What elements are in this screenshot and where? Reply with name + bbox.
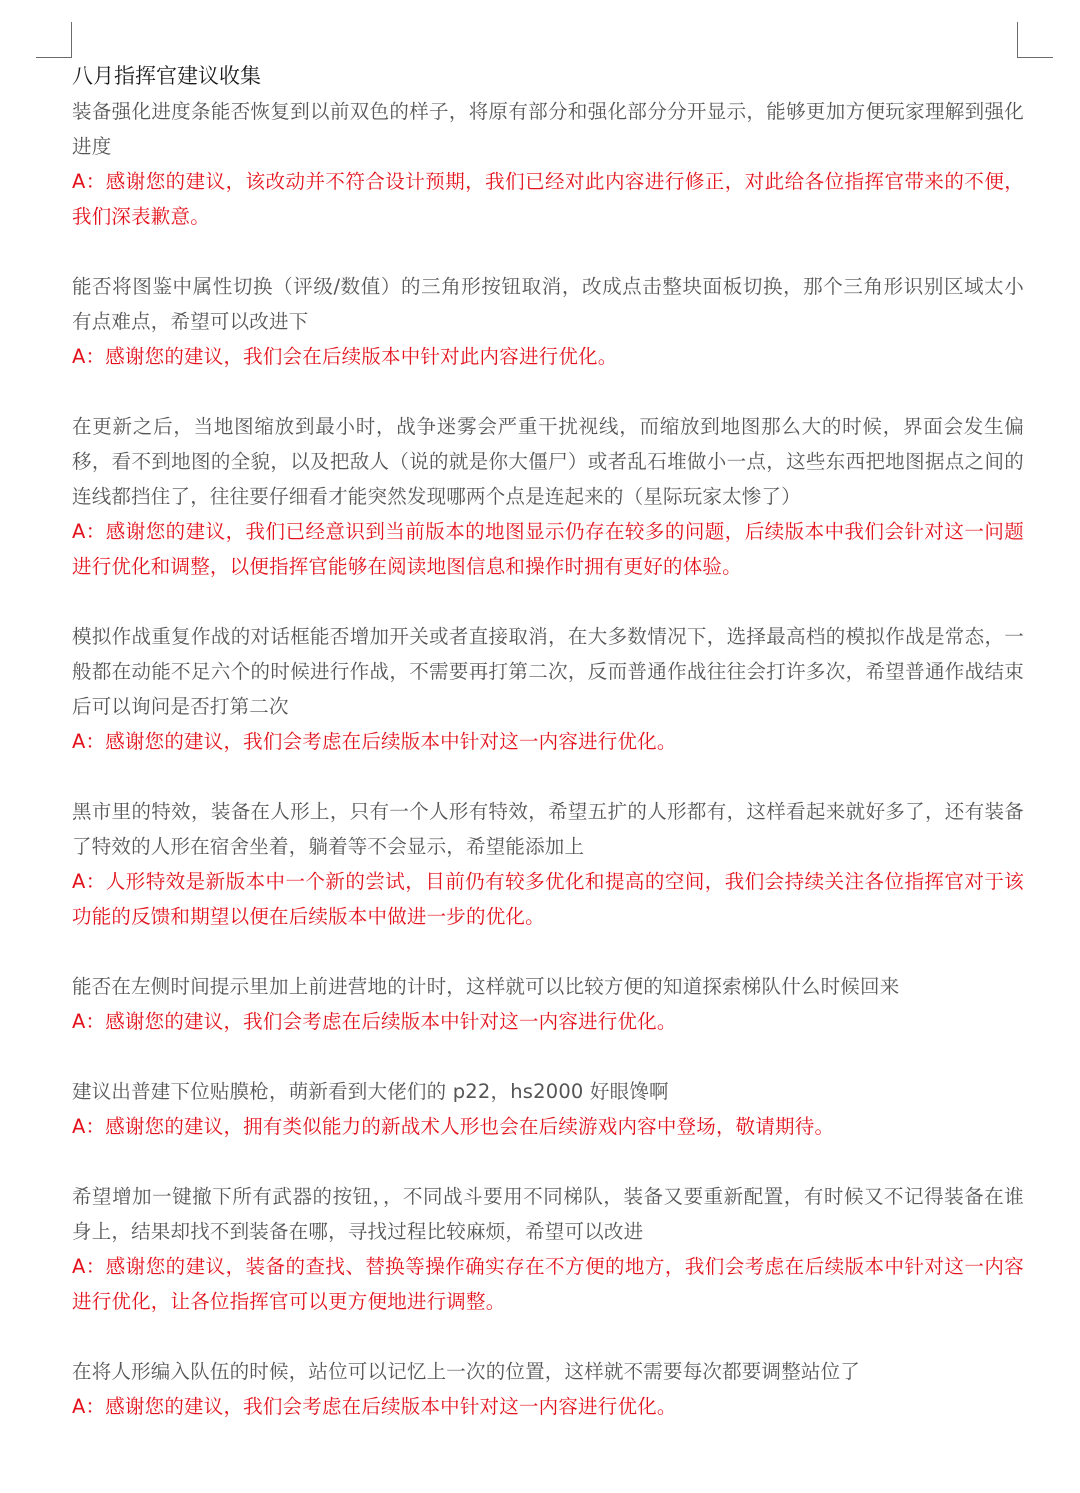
question-text: 模拟作战重复作战的对话框能否增加开关或者直接取消，在大多数情况下，选择最高档的模拟作战是常态，一般都在动能不足六个的时候进行作战，不需要再打第二次，反而普通作战往往会打许多次，希望普通作战结束后可以询问是否打第二次: [72, 625, 1024, 718]
document-title: 八月指挥官建议收集: [72, 64, 261, 88]
question-text: 在将人形编入队伍的时候，站位可以记忆上一次的位置，这样就不需要每次都要调整站位了: [72, 1360, 861, 1383]
answer-text: A：感谢您的建议，我们已经意识到当前版本的地图显示仍存在较多的问题，后续版本中我们会针对这一问题进行优化和调整，以便指挥官能够在阅读地图信息和操作时拥有更好的体验。: [72, 520, 1024, 578]
entry-4: [72, 619, 1024, 759]
entry-6: [72, 969, 1024, 1039]
document-body: [72, 60, 1024, 1459]
answer-text: A：感谢您的建议，我们会在后续版本中针对此内容进行优化。: [72, 345, 618, 368]
question-text: 能否在左侧时间提示里加上前进营地的计时，这样就可以比较方便的知道探索梯队什么时候回来: [72, 975, 900, 998]
question-text: 希望增加一键撤下所有武器的按钮，，不同战斗要用不同梯队，装备又要重新配置，有时候又不记得装备在谁身上，结果却找不到装备在哪，寻找过程比较麻烦，希望可以改进: [72, 1185, 1024, 1243]
question-text: 黑市里的特效，装备在人形上，只有一个人形有特效，希望五扩的人形都有，这样看起来就好多了，还有装备了特效的人形在宿舍坐着，躺着等不会显示，希望能添加上: [72, 800, 1024, 858]
question-text: 建议出普建下位贴膜枪，萌新看到大佬们的 p22，hs2000 好眼馋啊: [72, 1080, 669, 1103]
entry-3: [72, 409, 1024, 584]
crop-mark-top-left-horizontal: [36, 57, 72, 58]
answer-text: A：感谢您的建议，我们会考虑在后续版本中针对这一内容进行优化。: [72, 1010, 677, 1033]
answer-text: A：感谢您的建议，装备的查找、替换等操作确实存在不方便的地方，我们会考虑在后续版本中针对这一内容进行优化，让各位指挥官可以更方便地进行调整。: [72, 1255, 1024, 1313]
entry-5: [72, 794, 1024, 934]
entry-7: [72, 1074, 1024, 1144]
crop-mark-top-right-vertical: [1017, 22, 1018, 58]
answer-text: A：感谢您的建议，该改动并不符合设计预期，我们已经对此内容进行修正，对此给各位指挥官带来的不便，我们深表歉意。: [72, 170, 1024, 228]
crop-mark-top-right-horizontal: [1017, 57, 1053, 58]
question-text: 能否将图鉴中属性切换（评级/数值）的三角形按钮取消，改成点击整块面板切换，那个三角形识别区域太小有点难点，希望可以改进下: [72, 275, 1024, 333]
question-text: 在更新之后，当地图缩放到最小时，战争迷雾会严重干扰视线，而缩放到地图那么大的时候，界面会发生偏移，看不到地图的全貌，以及把敌人（说的就是你大僵尸）或者乱石堆做小一点，这些东西把地图据点之间的连线都挡住了，往往要仔细看才能突然发现哪两个点是连起来的（星际玩家太惨了）: [72, 415, 1024, 508]
question-text: 装备强化进度条能否恢复到以前双色的样子，将原有部分和强化部分分开显示，能够更加方便玩家理解到强化进度: [72, 100, 1024, 158]
answer-text: A：感谢您的建议，我们会考虑在后续版本中针对这一内容进行优化。: [72, 730, 677, 753]
crop-mark-top-left-vertical: [71, 22, 72, 58]
answer-text: A：人形特效是新版本中一个新的尝试，目前仍有较多优化和提高的空间，我们会持续关注各位指挥官对于该功能的反馈和期望以便在后续版本中做进一步的优化。: [72, 870, 1024, 928]
answer-text: A：感谢您的建议，拥有类似能力的新战术人形也会在后续游戏内容中登场，敬请期待。: [72, 1115, 835, 1138]
entry-2: [72, 269, 1024, 374]
entry-8: [72, 1179, 1024, 1319]
entry-1: [72, 94, 1024, 234]
answer-text: A：感谢您的建议，我们会考虑在后续版本中针对这一内容进行优化。: [72, 1395, 677, 1418]
entry-9: [72, 1354, 1024, 1424]
